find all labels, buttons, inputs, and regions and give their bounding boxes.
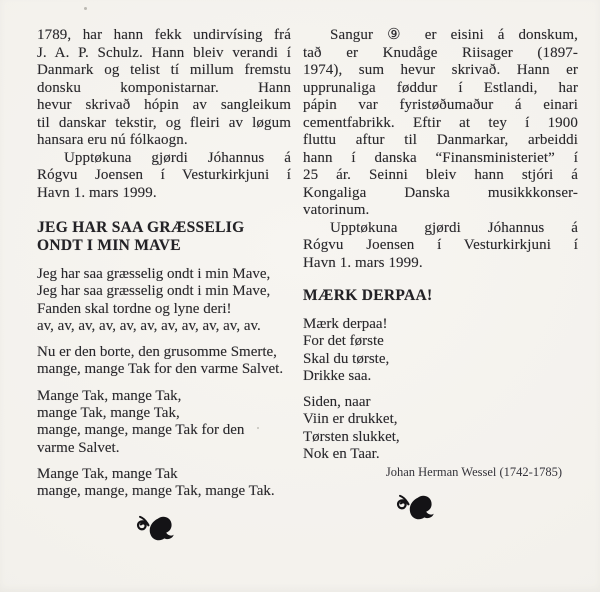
text-line: Sangur ⑨ er eisini á donskum, xyxy=(330,27,578,43)
text-line: Siden, naar xyxy=(303,394,371,411)
text-line: ONDT I MIN MAVE xyxy=(37,237,181,254)
song-title-heading: MÆRK DERPAA! xyxy=(303,287,433,304)
text-line: Havn 1. mars 1999. xyxy=(37,184,157,201)
lyrics-stanza xyxy=(303,316,578,385)
text-line: Upptøkuna gjørdi Jóhannus á xyxy=(330,219,578,236)
paragraph-recording-note-left xyxy=(37,150,291,203)
text-line: fluttu aftur til Danmarkar, arbeiddi xyxy=(303,132,578,148)
text-line: Rógvu Joensen í Vesturkirkjuni í xyxy=(303,237,578,253)
text-line: mange, mange Tak for den varme Salvet. xyxy=(37,361,284,378)
text-line: Skal du tørste, xyxy=(303,350,390,367)
text-line: cementfabrikk. Eftir at tey í 1900 xyxy=(303,114,578,131)
paragraph-composer-bio-continuation xyxy=(37,27,291,150)
text-line: Upptøkuna gjørdi Jóhannus á xyxy=(64,149,291,166)
lyrics-stanza xyxy=(37,388,291,457)
text-line: Danmark og telist tí millum fremstu xyxy=(37,62,291,78)
text-line: mange, mange, mange Tak, mange Tak. xyxy=(37,483,275,500)
text-line: Havn 1. mars 1999. xyxy=(303,254,423,271)
text-line: pápin var fyristøðumaður á einari xyxy=(303,97,578,113)
text-line: Nok en Taar. xyxy=(303,446,380,463)
lyrics-stanza xyxy=(37,466,291,501)
right-column xyxy=(303,27,578,523)
song-title-heading xyxy=(37,219,291,255)
text-line: Jeg har saa græsselig ondt i min Mave, xyxy=(37,283,271,300)
text-line: Drikke saa. xyxy=(303,367,372,384)
text-line: For det første xyxy=(303,333,384,350)
text-line: Kongaliga Danska musikkkonser- xyxy=(303,184,578,201)
scan-dust-speck xyxy=(84,7,87,10)
text-line: J. A. P. Schulz. Hann bleiv verandi í xyxy=(37,44,291,61)
text-line: JEG HAR SAA GRÆSSELIG xyxy=(37,219,245,236)
text-line: Mærk derpaa! xyxy=(303,316,388,332)
text-line: donsku komponistarnar. Hann xyxy=(37,79,291,96)
fleuron-ornament-icon xyxy=(133,514,291,544)
lyrics-stanza xyxy=(37,266,291,335)
text-line: hann í danska “Finansministeriet” í xyxy=(303,149,578,166)
text-line: Jeg har saa græsselig ondt i min Mave, xyxy=(37,266,271,282)
text-line: Fanden skal tordne og lyne deri! xyxy=(37,300,232,317)
lyrics-stanza xyxy=(37,344,291,379)
paragraph-recording-note-right xyxy=(303,220,578,273)
text-line: Viin er drukket, xyxy=(303,411,398,428)
text-line: 25 ár. Seinni bleiv hann stjóri á xyxy=(303,167,578,183)
lyrics-stanza xyxy=(303,394,578,463)
text-line: av, av, av, av, av, av, av, av, av, av, av. xyxy=(37,317,261,334)
text-line: til danskar tekstir, og fleiri av løgum xyxy=(37,114,291,131)
text-line: Mange Tak, mange Tak xyxy=(37,465,178,482)
paragraph-riisager-bio xyxy=(303,27,578,220)
text-line: tað er Knudåge Riisager (1897- xyxy=(303,44,578,61)
text-line: Rógvu Joensen í Vesturkirkjuni í xyxy=(37,167,291,183)
text-line: vatorinum. xyxy=(303,202,370,218)
fleuron-ornament-icon xyxy=(393,493,578,523)
author-attribution: Johan Herman Wessel (1742-1785) xyxy=(385,465,562,480)
text-line: 1974), sum hevur skrivað. Hann er xyxy=(303,62,578,78)
left-column xyxy=(37,27,291,544)
text-line: 1789, har hann fekk undirvísing frá xyxy=(37,27,291,43)
text-line: mange Tak, mange Tak, xyxy=(37,405,180,422)
text-line: mange, mange, mange Tak for den xyxy=(37,422,245,439)
text-line: Nu er den borte, den grusomme Smerte, xyxy=(37,344,277,361)
text-line: hevur skrivað hópin av sangleikum xyxy=(37,97,291,113)
scan-dust-speck xyxy=(257,427,259,429)
text-line: hansara eru nú fólkaogn. xyxy=(37,132,188,148)
text-line: Tørsten slukket, xyxy=(303,428,400,445)
text-line: Mange Tak, mange Tak, xyxy=(37,387,182,404)
text-line: varme Salvet. xyxy=(37,439,120,456)
text-line: upprunaliga føddur í Estlandi, har xyxy=(303,79,578,96)
